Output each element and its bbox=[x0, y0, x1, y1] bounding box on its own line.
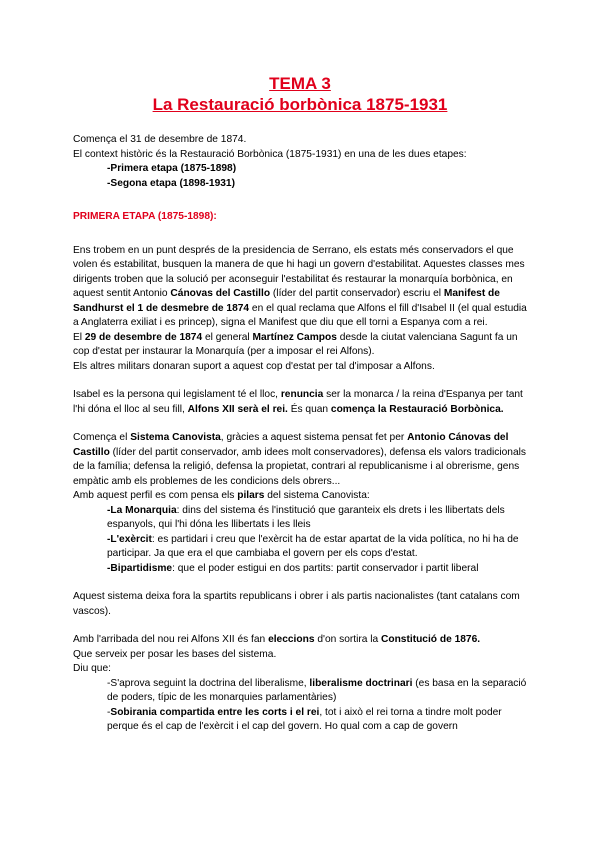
document-title: TEMA 3 bbox=[269, 74, 331, 93]
stage-one-item: -Primera etapa (1875-1898) bbox=[107, 163, 237, 174]
stage-two-item: -Segona etapa (1898-1931) bbox=[107, 177, 235, 189]
constitution-item: -S'aprova seguint la doctrina del liberalisme, liberalisme doctrinari (es basa en la separació de poders, típic de les monarquies parlamentàries) bbox=[107, 677, 527, 703]
pillar-item: -La Monarquia: dins del sistema és l'institució que garanteix els drets i les llibertats dels espanyols, qui l'hi dóna les llibertats i les lleis bbox=[107, 504, 505, 530]
paragraph-pillars-intro: Amb aquest perfil es com pensa els pilars del sistema Canovista: bbox=[73, 490, 370, 501]
paragraph-excluded-parties: Aquest sistema deixa fora la spartits republicans i obrer i als partis nacionalistes (tant catalans com vascos). bbox=[73, 591, 520, 617]
pillar-item: -Bipartidisme: que el poder estigui en dos partits: partit conservador i partit liberal bbox=[107, 562, 479, 574]
paragraph-elections: Amb l'arribada del nou rei Alfons XII és fan eleccions d'on sortira la Constitució de 1876. bbox=[73, 634, 481, 645]
paragraph-constitution-says: Diu que: bbox=[73, 663, 111, 674]
paragraph-coup: El 29 de desembre de 1874 el general Martínez Campos desde la ciutat valenciana Sagunt fa un cop d'estat per instaurar la Monarquía (per a imposar el rei Alfons). bbox=[73, 331, 518, 357]
section-heading: PRIMERA ETAPA (1875-1898): bbox=[73, 211, 217, 222]
document-body bbox=[73, 133, 535, 735]
constitution-item: -Sobirania compartida entre les corts i el rei, tot i això el rei torna a tindre molt poder perque és el cap de l'exèrcit i el cap del govern. Ho qual com a cap de govern bbox=[107, 706, 502, 732]
pillar-item: -L'exèrcit: es partidari i creu que l'exèrcit ha de estar apartat de la vida política, no hi ha de participar. Ja que era el que cambiaba el govern per els cops d'estat. bbox=[107, 533, 519, 559]
paragraph-canovista-system: Comença el Sistema Canovista, gràcies a aquest sistema pensat fet per Antonio Cánovas del Castillo (líder del partit conservador, amb idees molt conservadores), defensa els valors tradicionals de la família; defensa la religió, defensa la propietat, contrari al republicanisme i al obrerisme, gens empàtic amb els problemes de les condicions dels obrers... bbox=[73, 432, 526, 487]
paragraph-renunciation: Isabel es la persona qui legislament té el lloc, renuncia ser la monarca / la reina d'Espanya per tant l'hi dóna el lloc al seu fill, Alfons XII serà el rei. És quan comença la Restauració Borbònica. bbox=[73, 389, 523, 415]
intro-start-date: Comença el 31 de desembre de 1874. bbox=[73, 134, 247, 145]
paragraph-military-support: Els altres militars donaran suport a aquest cop d'estat per tal d'imposar a Alfons. bbox=[73, 360, 435, 372]
intro-context: El context històric és la Restauració Borbònica (1875-1931) en una de les dues etapes: bbox=[73, 148, 467, 160]
document-subtitle: La Restauració borbònica 1875-1931 bbox=[152, 95, 448, 114]
paragraph-manifest: Ens trobem en un punt després de la presidencia de Serrano, els estats més conservadors el que volen és estabilitat, busquen la manera de que hi hagi un govern d'estabilitat. Aquestes classes mes dirigents troben que la solució per aconseguir l'estabilitat és restaurar la monarquía borbònica, en aquest sentit Antonio Cánovas del Castillo (líder del partit conservador) escriu el Manifest de Sandhurst el 1 de desmebre de 1874 en el qual reclama que Alfons el fill d'Isabel II (el qual estudia a Anglaterra exiliat i es princep), signa el Manifest que diu que ell torni a Espanya com a rei. bbox=[73, 244, 527, 328]
paragraph-constitution-purpose: Que serveix per posar les bases del sistema. bbox=[73, 648, 277, 660]
